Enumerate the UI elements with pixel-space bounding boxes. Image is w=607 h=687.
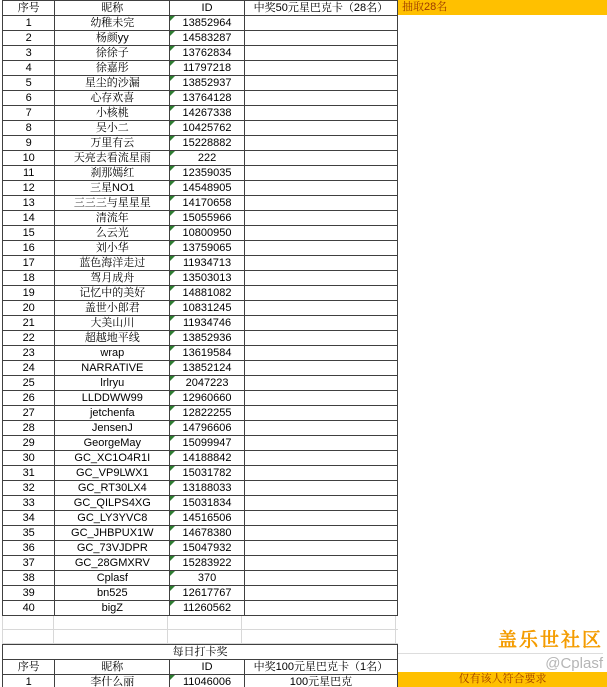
cell-id[interactable]: 15228882 xyxy=(170,136,245,151)
cell-prize[interactable] xyxy=(244,466,397,481)
table-row xyxy=(3,151,398,166)
cell-index[interactable]: 3 xyxy=(3,46,55,61)
eligibility-annotation[interactable]: 仅有该人符合要求 xyxy=(398,672,607,687)
draw-count-annotation[interactable]: 抽取28名 xyxy=(398,0,607,15)
table-row xyxy=(3,226,398,241)
watermark-author-handle: @Cplasf xyxy=(545,655,603,672)
table-row xyxy=(3,301,398,316)
cell-prize[interactable] xyxy=(244,451,397,466)
table-row xyxy=(3,675,398,687)
cell-id[interactable]: 13852937 xyxy=(170,76,245,91)
cell-nickname[interactable]: 万里有云 xyxy=(55,136,170,151)
table-row xyxy=(3,316,398,331)
table-row xyxy=(3,121,398,136)
table-row xyxy=(3,256,398,271)
cell-index[interactable]: 27 xyxy=(3,406,55,421)
cell-index[interactable]: 2 xyxy=(3,31,55,46)
cell-index[interactable]: 36 xyxy=(3,541,55,556)
header-id[interactable]: ID xyxy=(170,660,245,675)
cell-index[interactable]: 33 xyxy=(3,496,55,511)
table-row xyxy=(3,286,398,301)
cell-index[interactable]: 6 xyxy=(3,91,55,106)
cell-index[interactable]: 15 xyxy=(3,226,55,241)
main-header-row xyxy=(3,1,398,16)
cell-id[interactable]: 13503013 xyxy=(170,271,245,286)
cell-prize[interactable] xyxy=(244,571,397,586)
cell-id[interactable]: 10831245 xyxy=(170,301,245,316)
cell-nickname[interactable]: 清流年 xyxy=(55,211,170,226)
header-id[interactable]: ID xyxy=(170,1,245,16)
cell-index[interactable]: 11 xyxy=(3,166,55,181)
cell-index[interactable]: 29 xyxy=(3,436,55,451)
cell-id[interactable]: 12822255 xyxy=(170,406,245,421)
cell-id[interactable]: 14548905 xyxy=(170,181,245,196)
cell-nickname[interactable]: 吴小二 xyxy=(55,121,170,136)
table-row xyxy=(3,136,398,151)
table-row xyxy=(3,511,398,526)
cell-nickname[interactable]: GC_QILPS4XG xyxy=(55,496,170,511)
cell-id[interactable]: 13619584 xyxy=(170,346,245,361)
table-row xyxy=(3,391,398,406)
cell-id[interactable]: 12359035 xyxy=(170,166,245,181)
cell-nickname[interactable]: jetchenfa xyxy=(55,406,170,421)
cell-nickname[interactable]: 三三三与星星星 xyxy=(55,196,170,211)
cell-id[interactable]: 14796606 xyxy=(170,421,245,436)
table-row xyxy=(3,451,398,466)
cell-prize[interactable] xyxy=(244,301,397,316)
cell-prize[interactable] xyxy=(244,511,397,526)
cell-id[interactable]: 14267338 xyxy=(170,106,245,121)
cell-id[interactable]: 11046006 xyxy=(170,675,245,687)
table-row xyxy=(3,376,398,391)
cell-prize[interactable] xyxy=(244,196,397,211)
cell-id[interactable]: 13762834 xyxy=(170,46,245,61)
daily-title-row xyxy=(3,645,398,660)
table-row xyxy=(3,106,398,121)
cell-id[interactable]: 11934713 xyxy=(170,256,245,271)
cell-nickname[interactable]: lrlryu xyxy=(55,376,170,391)
table-row xyxy=(3,211,398,226)
cell-id[interactable]: 12960660 xyxy=(170,391,245,406)
cell-id[interactable]: 10425762 xyxy=(170,121,245,136)
cell-nickname[interactable]: JensenJ xyxy=(55,421,170,436)
header-prize[interactable]: 中奖50元星巴克卡（28名） xyxy=(244,1,397,16)
cell-prize[interactable] xyxy=(244,76,397,91)
cell-nickname[interactable]: bn525 xyxy=(55,586,170,601)
cell-prize[interactable] xyxy=(244,541,397,556)
cell-index[interactable]: 18 xyxy=(3,271,55,286)
cell-id[interactable]: 11260562 xyxy=(170,601,245,616)
cell-prize[interactable] xyxy=(244,211,397,226)
cell-prize[interactable] xyxy=(244,61,397,76)
cell-prize[interactable] xyxy=(244,181,397,196)
cell-prize[interactable] xyxy=(244,421,397,436)
table-row xyxy=(3,481,398,496)
table-row xyxy=(3,16,398,31)
cell-nickname[interactable]: 盖世小郎君 xyxy=(55,301,170,316)
cell-prize[interactable] xyxy=(244,316,397,331)
cell-prize[interactable] xyxy=(244,106,397,121)
cell-prize[interactable] xyxy=(244,346,397,361)
cell-prize[interactable] xyxy=(244,481,397,496)
cell-prize[interactable] xyxy=(244,406,397,421)
cell-index[interactable]: 22 xyxy=(3,331,55,346)
cell-index[interactable]: 8 xyxy=(3,121,55,136)
cell-id[interactable]: 15047932 xyxy=(170,541,245,556)
cell-index[interactable]: 30 xyxy=(3,451,55,466)
table-row xyxy=(3,346,398,361)
header-nickname[interactable]: 昵称 xyxy=(55,660,170,675)
cell-id[interactable]: 15031834 xyxy=(170,496,245,511)
table-row xyxy=(3,166,398,181)
cell-id[interactable]: 13759065 xyxy=(170,241,245,256)
cell-id[interactable]: 13852124 xyxy=(170,361,245,376)
table-row xyxy=(3,586,398,601)
cell-prize[interactable] xyxy=(244,556,397,571)
cell-index[interactable]: 25 xyxy=(3,376,55,391)
cell-prize[interactable] xyxy=(244,16,397,31)
cell-nickname[interactable]: 大美山川 xyxy=(55,316,170,331)
cell-prize[interactable] xyxy=(244,391,397,406)
cell-prize[interactable] xyxy=(244,496,397,511)
cell-index[interactable]: 13 xyxy=(3,196,55,211)
cell-index[interactable]: 21 xyxy=(3,316,55,331)
cell-index[interactable]: 12 xyxy=(3,181,55,196)
table-row xyxy=(3,526,398,541)
cell-nickname[interactable]: 星尘的沙漏 xyxy=(55,76,170,91)
cell-nickname[interactable]: Cplasf xyxy=(55,571,170,586)
cell-id[interactable]: 14516506 xyxy=(170,511,245,526)
cell-nickname[interactable]: 天亮去看流星雨 xyxy=(55,151,170,166)
cell-nickname[interactable]: GC_RT30LX4 xyxy=(55,481,170,496)
cell-prize[interactable] xyxy=(244,121,397,136)
cell-index[interactable]: 17 xyxy=(3,256,55,271)
cell-index[interactable]: 4 xyxy=(3,61,55,76)
cell-prize[interactable] xyxy=(244,166,397,181)
header-prize[interactable]: 中奖100元星巴克卡（1名） xyxy=(244,660,397,675)
cell-prize[interactable] xyxy=(244,361,397,376)
cell-index[interactable]: 37 xyxy=(3,556,55,571)
table-row xyxy=(3,406,398,421)
cell-id[interactable]: 14678380 xyxy=(170,526,245,541)
empty-gap-rows xyxy=(2,616,398,644)
cell-nickname[interactable]: GC_JHBPUX1W xyxy=(55,526,170,541)
cell-id[interactable]: 11797218 xyxy=(170,61,245,76)
daily-table-title[interactable]: 每日打卡奖 xyxy=(3,645,398,660)
table-row xyxy=(3,571,398,586)
table-row xyxy=(3,91,398,106)
cell-nickname[interactable]: 杨颜yy xyxy=(55,31,170,46)
table-row xyxy=(3,466,398,481)
cell-id[interactable]: 14188842 xyxy=(170,451,245,466)
cell-prize[interactable] xyxy=(244,331,397,346)
cell-prize[interactable] xyxy=(244,286,397,301)
cell-prize[interactable] xyxy=(244,601,397,616)
cell-prize[interactable]: 100元星巴克 xyxy=(244,675,397,687)
table-row xyxy=(3,271,398,286)
cell-id[interactable]: 222 xyxy=(170,151,245,166)
table-row xyxy=(3,601,398,616)
cell-nickname[interactable]: 蓝色海洋走过 xyxy=(55,256,170,271)
cell-nickname[interactable]: 驾月成舟 xyxy=(55,271,170,286)
cell-id[interactable]: 15099947 xyxy=(170,436,245,451)
table-row xyxy=(3,31,398,46)
cell-nickname[interactable]: 刹那嫣红 xyxy=(55,166,170,181)
cell-nickname[interactable]: 徐徐子 xyxy=(55,46,170,61)
cell-nickname[interactable]: 刘小华 xyxy=(55,241,170,256)
table-row xyxy=(3,436,398,451)
daily-checkin-table xyxy=(2,644,398,687)
cell-index[interactable]: 38 xyxy=(3,571,55,586)
cell-index[interactable]: 34 xyxy=(3,511,55,526)
empty-row[interactable] xyxy=(2,616,398,630)
cell-index[interactable]: 1 xyxy=(3,16,55,31)
cell-id[interactable]: 14170658 xyxy=(170,196,245,211)
cell-nickname[interactable]: GC_28GMXRV xyxy=(55,556,170,571)
cell-prize[interactable] xyxy=(244,91,397,106)
cell-nickname[interactable]: 李什么丽 xyxy=(55,675,170,687)
daily-header-row xyxy=(3,660,398,675)
cell-index[interactable]: 26 xyxy=(3,391,55,406)
table-row xyxy=(3,331,398,346)
table-row xyxy=(3,541,398,556)
cell-prize[interactable] xyxy=(244,586,397,601)
cell-nickname[interactable]: GC_VP9LWX1 xyxy=(55,466,170,481)
cell-index[interactable]: 32 xyxy=(3,481,55,496)
table-row xyxy=(3,196,398,211)
cell-prize[interactable] xyxy=(244,436,397,451)
cell-nickname[interactable]: 小核桃 xyxy=(55,106,170,121)
table-row xyxy=(3,46,398,61)
cell-id[interactable]: 370 xyxy=(170,571,245,586)
cell-index[interactable]: 1 xyxy=(3,675,55,687)
cell-nickname[interactable]: 么云光 xyxy=(55,226,170,241)
cell-index[interactable]: 39 xyxy=(3,586,55,601)
cell-nickname[interactable]: NARRATIVE xyxy=(55,361,170,376)
cell-index[interactable]: 9 xyxy=(3,136,55,151)
cell-nickname[interactable]: wrap xyxy=(55,346,170,361)
cell-nickname[interactable]: 记忆中的美好 xyxy=(55,286,170,301)
cell-nickname[interactable]: bigZ xyxy=(55,601,170,616)
cell-index[interactable]: 14 xyxy=(3,211,55,226)
cell-nickname[interactable]: 幼稚未完 xyxy=(55,16,170,31)
cell-prize[interactable] xyxy=(244,526,397,541)
cell-id[interactable]: 13188033 xyxy=(170,481,245,496)
cell-prize[interactable] xyxy=(244,256,397,271)
cell-nickname[interactable]: 超越地平线 xyxy=(55,331,170,346)
table-row xyxy=(3,61,398,76)
cell-index[interactable]: 28 xyxy=(3,421,55,436)
cell-prize[interactable] xyxy=(244,136,397,151)
cell-id[interactable]: 15283922 xyxy=(170,556,245,571)
cell-nickname[interactable]: 心存欢喜 xyxy=(55,91,170,106)
cell-prize[interactable] xyxy=(244,241,397,256)
cell-index[interactable]: 23 xyxy=(3,346,55,361)
cell-nickname[interactable]: GC_73VJDPR xyxy=(55,541,170,556)
cell-prize[interactable] xyxy=(244,46,397,61)
cell-nickname[interactable]: 三星NO1 xyxy=(55,181,170,196)
cell-id[interactable]: 10800950 xyxy=(170,226,245,241)
cell-id[interactable]: 14881082 xyxy=(170,286,245,301)
cell-index[interactable]: 19 xyxy=(3,286,55,301)
cell-id[interactable]: 12617767 xyxy=(170,586,245,601)
table-row xyxy=(3,421,398,436)
table-row xyxy=(3,556,398,571)
cell-nickname[interactable]: GC_LY3YVC8 xyxy=(55,511,170,526)
cell-index[interactable]: 16 xyxy=(3,241,55,256)
cell-id[interactable]: 13852936 xyxy=(170,331,245,346)
cell-index[interactable]: 24 xyxy=(3,361,55,376)
header-nickname[interactable]: 昵称 xyxy=(55,1,170,16)
table-row xyxy=(3,361,398,376)
table-row xyxy=(3,181,398,196)
cell-id[interactable]: 13764128 xyxy=(170,91,245,106)
cell-prize[interactable] xyxy=(244,226,397,241)
cell-index[interactable]: 7 xyxy=(3,106,55,121)
cell-nickname[interactable]: LLDDWW99 xyxy=(55,391,170,406)
cell-id[interactable]: 14583287 xyxy=(170,31,245,46)
cell-nickname[interactable]: 徐嘉彤 xyxy=(55,61,170,76)
cell-prize[interactable] xyxy=(244,151,397,166)
cell-id[interactable]: 15031782 xyxy=(170,466,245,481)
table-row xyxy=(3,76,398,91)
empty-row[interactable] xyxy=(2,630,398,644)
cell-id[interactable]: 2047223 xyxy=(170,376,245,391)
cell-nickname[interactable]: GeorgeMay xyxy=(55,436,170,451)
cell-prize[interactable] xyxy=(244,376,397,391)
cell-prize[interactable] xyxy=(244,271,397,286)
cell-prize[interactable] xyxy=(244,31,397,46)
watermark-community-name: 盖乐世社区 xyxy=(398,629,603,654)
cell-id[interactable]: 13852964 xyxy=(170,16,245,31)
cell-index[interactable]: 31 xyxy=(3,466,55,481)
cell-nickname[interactable]: GC_XC1O4R1I xyxy=(55,451,170,466)
table-row xyxy=(3,496,398,511)
header-index[interactable]: 序号 xyxy=(3,1,55,16)
cell-index[interactable]: 40 xyxy=(3,601,55,616)
main-prize-table xyxy=(2,0,398,616)
cell-index[interactable]: 20 xyxy=(3,301,55,316)
cell-id[interactable]: 15055966 xyxy=(170,211,245,226)
header-index[interactable]: 序号 xyxy=(3,660,55,675)
table-row xyxy=(3,241,398,256)
cell-id[interactable]: 11934746 xyxy=(170,316,245,331)
cell-index[interactable]: 5 xyxy=(3,76,55,91)
cell-index[interactable]: 35 xyxy=(3,526,55,541)
community-watermark xyxy=(398,629,603,673)
cell-index[interactable]: 10 xyxy=(3,151,55,166)
